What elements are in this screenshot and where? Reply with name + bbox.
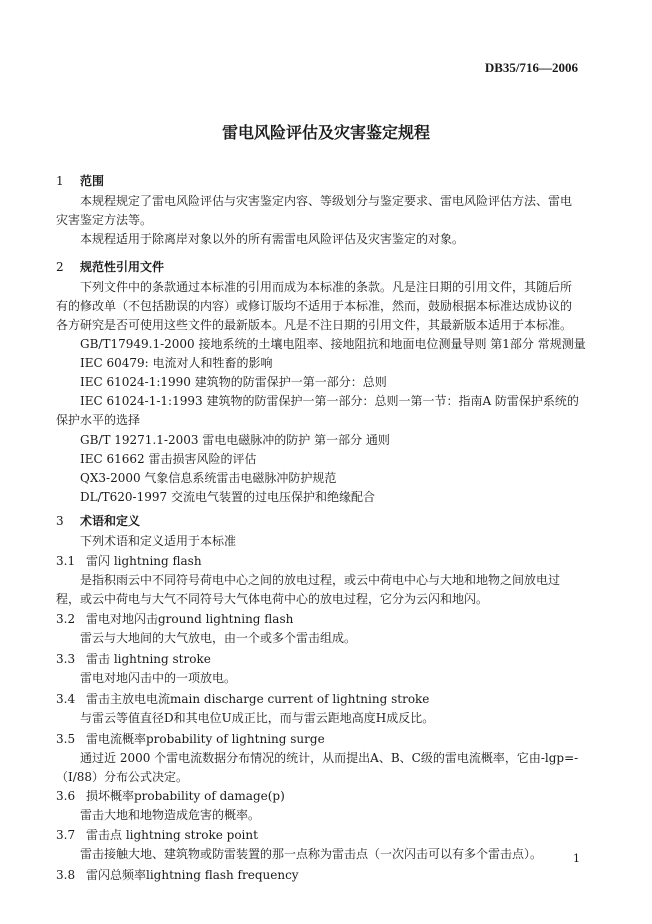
- section-title: 规范性引用文件: [80, 260, 165, 274]
- page-title: 雷电风险评估及灾害鉴定规程: [221, 123, 430, 142]
- term-number: 3.6: [56, 789, 76, 803]
- term-name: 雷击主放电电流main discharge current of lightning stroke: [86, 692, 430, 706]
- section-title: 范围: [80, 174, 105, 188]
- section-1-paragraph-2: 本规程适用于除离岸对象以外的所有需雷电风险评估及灾害鉴定的对象。: [80, 232, 465, 246]
- term-name: 雷击点 lightning stroke point: [86, 828, 258, 842]
- term-name: 雷击 lightning stroke: [86, 652, 211, 666]
- section-number: 2: [56, 260, 64, 274]
- reference-item: DL/T620-1997 交流电气装置的过电压保护和绝缘配合: [80, 490, 375, 504]
- term-heading: [56, 866, 299, 883]
- section-3-intro: 下列术语和定义适用于本标准: [80, 534, 237, 548]
- term-definition: 雷电对地闪击中的一项放电。: [80, 671, 237, 685]
- term-number: 3.1: [56, 554, 76, 568]
- term-number: 3.5: [56, 732, 76, 746]
- term-definition: 通过近 2000 个雷电流数据分布情况的统计，从而提出A、B、C级的雷电流概率，它由-lgp=-（I/88）分布公式决定。: [56, 751, 579, 784]
- section-title: 术语和定义: [80, 514, 141, 528]
- term-definition: 雷击大地和地物造成危害的概率。: [80, 808, 261, 822]
- term-heading: [56, 826, 258, 843]
- reference-item: GB/T 19271.1-2003 雷电电磁脉冲的防护 第一部分 通则: [80, 433, 390, 447]
- reference-item: GB/T17949.1-2000 接地系统的土壤电阻率、接地阻抗和地面电位测量导则 第1部分 常规测量: [80, 337, 586, 351]
- term-name: 雷电对地闪击ground lightning flash: [86, 612, 294, 626]
- section-number: 3: [56, 514, 64, 528]
- document-code: DB35/716—2006: [484, 60, 578, 75]
- term-definition: 与雷云等值直径D和其电位U成正比，而与雷云距地高度H成反比。: [80, 711, 435, 725]
- term-heading: [56, 552, 202, 569]
- term-number: 3.7: [56, 828, 76, 842]
- term-number: 3.4: [56, 692, 76, 706]
- term-number: 3.2: [56, 612, 76, 626]
- term-definition: 雷击接触大地、建筑物或防雷装置的那一点称为雷击点（一次闪击可以有多个雷击点）。: [80, 847, 543, 861]
- reference-item: IEC 61662 雷击损害风险的评估: [80, 452, 257, 466]
- reference-item: QX3-2000 气象信息系统雷击电磁脉冲防护规范: [80, 471, 337, 485]
- term-number: 3.3: [56, 652, 76, 666]
- term-heading: [56, 787, 285, 804]
- section-1-heading: [56, 172, 104, 189]
- section-1-paragraph-1: 本规程规定了雷电风险评估与灾害鉴定内容、等级划分与鉴定要求、雷电风险评估方法、雷电灾害鉴定方法等。: [56, 194, 573, 227]
- section-2-heading: [56, 258, 164, 275]
- reference-item: IEC 61024-1:1990 建筑物的防雷保护一第一部分：总则: [80, 375, 387, 389]
- page-number: 1: [573, 852, 580, 865]
- term-name: 雷电流概率probability of lightning surge: [86, 732, 325, 746]
- section-number: 1: [56, 174, 64, 188]
- section-3-heading: [56, 512, 140, 529]
- term-name: 雷闪总频率lightning flash frequency: [86, 868, 299, 882]
- term-definition: 是指积雨云中不同符号荷电中心之间的放电过程，或云中荷电中心与大地和地物之间放电过程，或云中荷电与大气不同符号大气体电荷中心的放电过程，它分为云闪和地闪。: [56, 573, 561, 606]
- reference-item: IEC 60479: 电流对人和牲畜的影响: [80, 356, 273, 370]
- term-heading: [56, 690, 429, 707]
- term-definition: 雷云与大地间的大气放电，由一个或多个雷击组成。: [80, 631, 357, 645]
- section-2-paragraph-1: 下列文件中的条款通过本标准的引用而成为本标准的条款。凡是注日期的引用文件，其随后所有的修改单（不包括勘误的内容）或修订版均不适用于本标准，然而，鼓励根据本标准达成协议的各方研究是否可使用这些文件的最新版本。凡是不注日期的引用文件，其最新版本适用于本标准。: [56, 280, 573, 332]
- reference-item: IEC 61024-1-1:1993 建筑物的防雷保护一第一部分：总则一第一节：指南A 防雷保护系统的保护水平的选择: [56, 394, 579, 427]
- term-name: 损坏概率probability of damage(p): [86, 789, 285, 803]
- term-heading: [56, 610, 293, 627]
- term-number: 3.8: [56, 868, 76, 882]
- term-heading: [56, 730, 325, 747]
- term-heading: [56, 650, 211, 667]
- term-name: 雷闪 lightning flash: [86, 554, 202, 568]
